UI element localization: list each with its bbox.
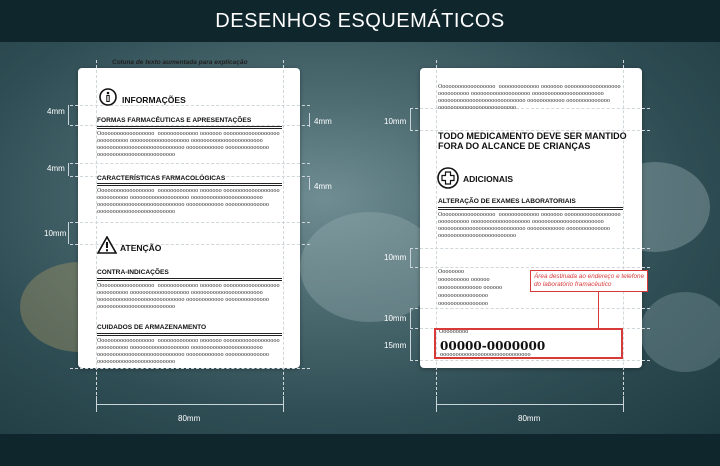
dim-tick (623, 396, 624, 412)
left-leaflet (78, 68, 300, 368)
dim-marker (68, 163, 69, 176)
dim-tick (283, 396, 284, 412)
dim-10mm-label: 10mm (384, 314, 407, 323)
page-footer (0, 434, 720, 466)
dim-tick (96, 396, 97, 412)
phone-subtext: ooooooooooooooooooooooooooooo (440, 352, 531, 358)
warning-triangle-icon (97, 236, 117, 254)
dim-15mm-label: 15mm (384, 341, 407, 350)
width-dim-line (436, 404, 623, 405)
dim-10mm-label: 10mm (44, 229, 67, 238)
dim-10mm-label: 10mm (384, 253, 407, 262)
sec3-text: Oooooooooooooooooo ooooooooooooo ooooooo oooooooooooooooooo oooooooooo ooooooooooooooooooo ooooooooooooooooooooooo oooooooooooooooooooooooooooo oooooooooooo oooooooooooooo ooooooooooooooooooooooooo (97, 283, 280, 310)
lab-section-text: Oooooooooooooooooo ooooooooooooo ooooooo oooooooooooooooooo oooooooooo ooooooooooooooooooo ooooooooooooooooooooooo oooooooooooooooooooooooooooo oooooooooooo oooooooooooooo ooooooooooooooooooooooooo (438, 212, 621, 239)
lab-section-title: ALTERAÇÃO DE EXAMES LABORATORIAIS (438, 198, 576, 205)
guide-line (70, 222, 310, 223)
phone-number: 00000-0000000 (440, 339, 546, 353)
guide-line (410, 308, 650, 309)
additional-title: ADICIONAIS (463, 174, 514, 184)
guide-line (410, 248, 650, 249)
dim-4mm-label: 4mm (314, 182, 332, 191)
dim-4mm-label: 4mm (314, 117, 332, 126)
dim-4mm-label: 4mm (47, 164, 65, 173)
dim-marker (68, 105, 69, 125)
right-top-text: Oooooooooooooooooo ooooooooooooo ooooooo oooooooooooooooooo oooooooooo ooooooooooooooooooo ooooooooooooooooooooooo oooooooooooooooooooooooooooo oooooooooooo oooooooooooooo ooooooooooooooooooooooooo (438, 84, 621, 111)
section-rule (97, 333, 282, 336)
address-text: Oooooooo oooooooooo oooooo oooooooooooooo oooooo oooooooooooooooo oooooooooooooooo (438, 269, 503, 307)
width-dim-line (96, 404, 283, 405)
dim-marker (410, 330, 411, 360)
sec1-title: FORMAS FARMACÊUTICAS E APRESENTAÇÕES (97, 117, 252, 124)
dim-marker (410, 248, 411, 267)
sec2-text: Oooooooooooooooooo ooooooooooooo ooooooo oooooooooooooooooo oooooooooo ooooooooooooooooooo ooooooooooooooooooooooo oooooooooooooooooooooooooooo oooooooooooo oooooooooooooo ooooooooooooooooooooooooo (97, 188, 280, 215)
dim-tick (436, 396, 437, 412)
page-header (0, 0, 720, 42)
note-connector (598, 292, 599, 328)
guide-line (70, 368, 310, 369)
bg-blur-shape (640, 292, 720, 372)
left-caption: Coluna de texto aumentada para explicação (112, 59, 248, 66)
guide-line (410, 360, 650, 361)
guide-line (623, 60, 624, 395)
dim-marker (309, 178, 310, 190)
dim-10mm-label: 10mm (384, 117, 407, 126)
section-rule (438, 207, 623, 210)
warning-title: ATENÇÃO (120, 243, 162, 253)
dim-80mm-label: 80mm (518, 414, 541, 423)
sec2-title: CARACTERÍSTICAS FARMACOLÓGICAS (97, 175, 226, 182)
dim-marker (68, 222, 69, 244)
info-icon (99, 88, 117, 106)
info-title: INFORMAÇÕES (122, 95, 186, 105)
dim-marker (309, 113, 310, 127)
dim-marker (410, 108, 411, 130)
page-title: DESENHOS ESQUEMÁTICOS (215, 10, 505, 32)
sec4-title: CUIDADOS DE ARMAZENAMENTO (97, 324, 207, 331)
dim-4mm-label: 4mm (47, 107, 65, 116)
dim-marker (410, 308, 411, 328)
phone-label: Ooooooooo (439, 329, 469, 335)
section-rule (97, 278, 282, 281)
plus-circle-icon (437, 167, 459, 189)
section-rule (97, 183, 282, 186)
dim-80mm-label: 80mm (178, 414, 201, 423)
address-area-note: Área destinada ao endereço e telefone do laboratório framacêutico (530, 270, 648, 292)
children-warning: TODO MEDICAMENTO DEVE SER MANTIDO FORA DO ALCANCE DE CRIANÇAS (438, 131, 627, 151)
sec1-text: Oooooooooooooooooo ooooooooooooo ooooooo oooooooooooooooooo oooooooooo ooooooooooooooooooo ooooooooooooooooooooooo oooooooooooooooooooooooooooo oooooooooooo oooooooooooooo ooooooooooooooooooooooooo (97, 131, 280, 158)
sec3-title: CONTRA-INDICAÇÕES (97, 269, 169, 276)
sec4-text: Oooooooooooooooooo ooooooooooooo ooooooo oooooooooooooooooo oooooooooo ooooooooooooooooooo ooooooooooooooooooooooo oooooooooooooooooooooooooooo oooooooooooo oooooooooooooo ooooooooooooooooooooooooo (97, 338, 280, 365)
guide-line (70, 163, 310, 164)
section-rule (97, 126, 282, 129)
guide-line (283, 60, 284, 395)
